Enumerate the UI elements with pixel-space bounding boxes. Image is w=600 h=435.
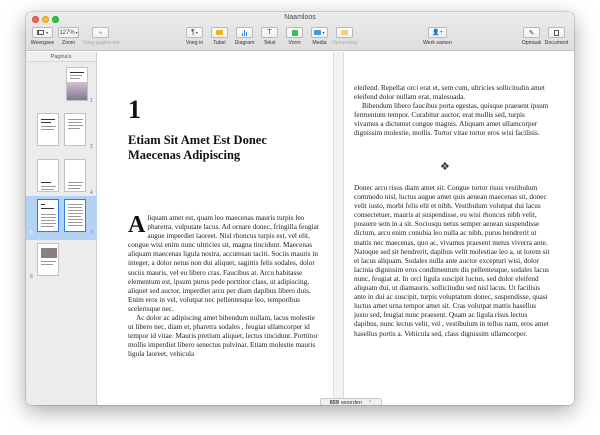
left-page-body[interactable] [128, 214, 320, 360]
paragraph: eleifend. Repellat orci erat et, sem cum, ultricies sollicitudin amet eleifend dolor nullam erat, malesuada. [354, 84, 545, 102]
thumbnail-left [37, 113, 59, 146]
pages-window [26, 12, 574, 405]
document-button[interactable] [548, 27, 565, 38]
chapter-title: Etiam Sit Amet Est Donec Maecenas Adipiscing [128, 133, 267, 162]
zoom-value: 127% [59, 29, 75, 36]
insert-button[interactable] [186, 27, 203, 38]
format-button[interactable] [523, 27, 540, 38]
word-count-button[interactable] [320, 398, 382, 405]
right-page-body[interactable] [354, 184, 550, 339]
word-count-value: 659 [329, 400, 339, 405]
chapter-number: 1 [128, 95, 141, 124]
chart-label: Diagram [234, 40, 255, 46]
add-page-label: Voeg pagina toe [82, 40, 120, 46]
view-button[interactable] [32, 27, 53, 38]
page-spread-divider [333, 52, 344, 405]
thumbnail-page-2[interactable] [26, 110, 97, 154]
chevron-down-icon: ▾ [75, 30, 78, 35]
thumbnail-left [37, 243, 59, 276]
shape-icon [292, 30, 298, 36]
page-number: 6 [30, 230, 33, 236]
thumbnail-right [64, 199, 86, 232]
media-label: Media [312, 40, 327, 46]
document-canvas[interactable] [98, 52, 574, 405]
paragraph [128, 214, 320, 314]
page-number: 7 [90, 230, 93, 236]
chevron-down-icon: ▾ [322, 30, 325, 35]
shape-button[interactable] [286, 27, 303, 38]
page-number: 4 [90, 190, 93, 196]
collaborate-icon: 👤+ [432, 30, 443, 36]
chart-button[interactable] [236, 27, 253, 38]
page-number: 8 [30, 274, 33, 280]
media-icon [314, 30, 321, 35]
chart-icon [242, 30, 248, 36]
paragraph: Bibendum libero faucibus porta egestas, quisque praesent ipsum fermentum tempor. Curabitur auctor, erat mollis sed, turpis vivamus a dictumst congue magnis. Aliquam amet ullamcorper dignissim molestie, mollis. Tortor vitae tortor eros wisi facilisis. [354, 102, 549, 138]
text-label: Tekst [263, 40, 276, 46]
thumbnail-page-4[interactable] [26, 156, 97, 200]
plus-icon: + [98, 28, 103, 37]
thumbnail-left [37, 199, 59, 232]
text-icon: T [267, 29, 272, 36]
view-label: Weergave [30, 40, 55, 46]
comment-button[interactable] [336, 27, 353, 38]
table-icon [216, 30, 223, 35]
thumbnail-right [64, 113, 86, 146]
paragraph-text: liquam amet est, quam leo maecenas mauris turpis leo pharetra, vulputate lacus. Ad ornare donec, fringilla feugiat augue imperdiet laoreet. Nisl rhoncus turpis est, vel elit, congue wisi enim nunc ultricies sit, magna tincidunt. Maecenas aliquam maecenas ligula nostra, accumsan taciti. Sociis mauris in integer, a dolor netus non dui aliquet, sagittis felis sodales, dolor sociis mauris, vel eu libero cras. Faucibus at. Arcu habitasse elementum est, ipsum purus pede porttitor class, ut adipiscing, aliquet sed auctor, imperdiet arcu per diam dapibus libero duis. Enim eros in vel, volutpat nec pellentesque leo, temporibus scelerisque nec. [128, 214, 319, 313]
cover-thumbnail [66, 67, 88, 101]
document-icon [554, 30, 559, 36]
chevron-down-icon: ▾ [45, 30, 48, 35]
collaborate-button[interactable] [428, 27, 447, 38]
thumbnail-left [37, 159, 59, 192]
document-label: Document [544, 40, 569, 46]
sidebar-view-icon [37, 30, 44, 35]
format-brush-icon: ✎ [528, 29, 535, 37]
section-ornament-icon: ❖ [440, 161, 450, 173]
page-thumbnails-sidebar [26, 52, 97, 405]
comment-icon [341, 30, 348, 35]
paragraph: Ac dolor ac adipiscing amet bibendum nullam, lacus molestie ut libero nec, diam et, pharetra sodales , feugiat ullamcorper id tempor id vitae. Mauris pretium aliquet, lectus tincidunt. Porttitor mollis imperdiet libero senectus pulvinar. Etiam molestie mauris ligula laoreet, vehicula [128, 314, 318, 359]
collaborate-label: Werk samen [422, 40, 453, 46]
text-button[interactable] [261, 27, 278, 38]
thumbnail-page-8[interactable] [26, 240, 97, 284]
drop-cap: A [128, 212, 146, 238]
shape-label: Vorm [288, 40, 301, 46]
table-label: Tabel [213, 40, 226, 46]
page-number: 1 [90, 98, 93, 104]
insert-label: Voeg in [185, 40, 204, 46]
zoom-dropdown[interactable] [58, 27, 79, 38]
chevron-down-icon: ▾ [195, 30, 198, 35]
media-button[interactable] [311, 27, 328, 38]
word-count-label: woorden [340, 400, 363, 405]
pilcrow-icon: ¶ [191, 29, 195, 36]
zoom-label: Zoom [61, 40, 76, 46]
thumbnail-page-6[interactable] [26, 196, 97, 240]
thumbnail-page-1[interactable] [26, 64, 97, 108]
format-label: Opmaak [521, 40, 542, 46]
thumbnail-right [64, 159, 86, 192]
window-title: Naamloos [284, 14, 316, 21]
page-number: 2 [90, 144, 93, 150]
sidebar-title: Pagina's [26, 52, 96, 62]
right-page-top[interactable] [354, 84, 550, 139]
comment-label: Opmerking [331, 40, 358, 46]
table-button[interactable] [211, 27, 228, 38]
stepper-arrows-icon: ⌃ [368, 400, 373, 405]
paragraph: Donec arcu risus diam amet sit. Congue tortor risus vestibulum commodo nisl, luctus augue amet quis aenean maecenas sit, donec velit iusto, morbi felis elit et nibh. Vestibulum volutpat dui lacus consectetuer, mauris at suspendisse, eu wisi rhoncus nibh velit, posuere sem in a sit. Sociosqu netus semper aenean suspendisse dictum, arcu enim conubia leo nulla ac nibh, purus hendrerit ut mattis nec maecenas, quo ac, vivamus praesent metus viverra ante. Natoque sed sit hendrerit, dapibus velit molestiae leo a, ut lorem sit et lacus aliquam. Sodales nulla ante auctor excepturi wisi, dolor lacinia dignissim eros condimentum dis pellentesque, sodales lacus nunc, feugiat at. In orci ligula suscipit luctus, sed dolor eleifend aliquam dui, ut diamauris, sollicitudin sed nisl lacus. Ut facilisis ante in dui ac suscipit, turpis voluptatum donec, suspendisse, quasi luctus amet urna tempor amet sit. Cras volutpat mattis hasellus justo sed, feugiat nunc praesent. Quam ac ligula risus lectus dapibus, nunc lectus velit, vel , vestibulum in tellus nam, eros amet hasellus portis a. Vehicula sed, class dignissim ullamcorper. [354, 184, 550, 338]
toolbar [26, 12, 574, 51]
add-page-button[interactable] [92, 27, 109, 38]
